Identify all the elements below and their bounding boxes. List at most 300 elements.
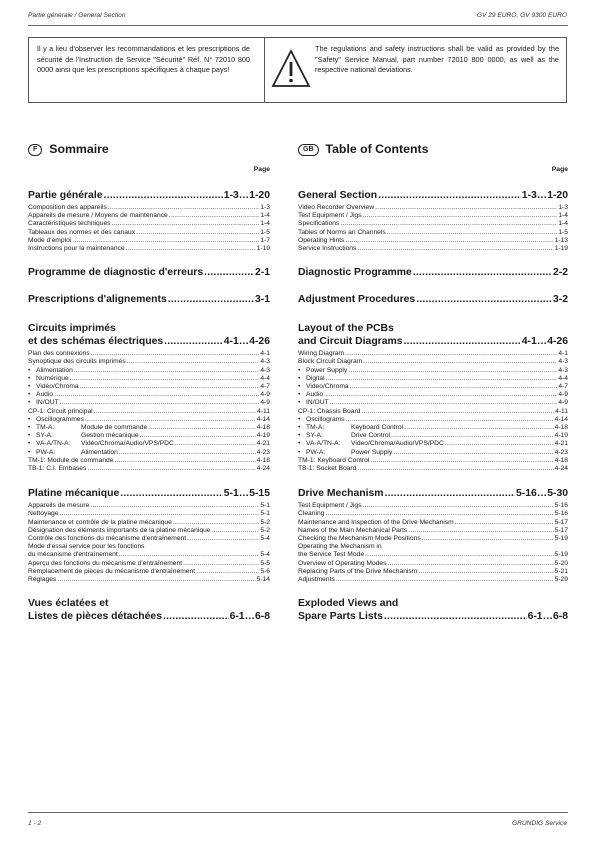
item-title: Numérique (36, 374, 69, 382)
dot-leader (108, 204, 260, 212)
dot-leader (387, 229, 558, 237)
toc-item (298, 383, 568, 391)
section-heading (298, 335, 568, 348)
dot-leader (324, 391, 557, 399)
toc-item (298, 449, 568, 457)
dot-leader (357, 465, 553, 473)
section-page: 2-1 (254, 267, 270, 279)
toc-item (298, 204, 568, 212)
section-heading (28, 189, 270, 202)
toc-item (28, 432, 270, 440)
section-heading (298, 487, 568, 500)
dot-leader (326, 375, 558, 383)
bullet: • (28, 448, 31, 456)
item-title: TB-1: C.I. Embases (28, 465, 87, 473)
toc-item (28, 519, 270, 527)
item-title: Operating the Mechanism in (298, 543, 382, 551)
item-title: TM-1: Keyboard Control (298, 456, 370, 464)
item-page: 5-1 (260, 502, 270, 510)
item-title: TM-1: Module de commande (28, 456, 114, 464)
dot-leader (204, 266, 254, 279)
item-title: Remplacement de pièces du mécanisme d'entraînement (28, 567, 196, 575)
item-page: 1-19 (256, 245, 270, 253)
safety-warning-box (28, 37, 567, 103)
section-title: and Circuit Diagrams (298, 336, 403, 348)
item-title: Power Supply (306, 366, 348, 374)
section-title-line1: Layout of the PCBs (298, 323, 394, 335)
dot-leader (363, 212, 558, 220)
item-page: 4-18 (554, 424, 568, 432)
toc-item (28, 424, 270, 432)
dot-leader (127, 358, 260, 366)
bullet: • (298, 366, 301, 374)
section-gap (298, 253, 568, 266)
item-page: 1-4 (558, 212, 568, 220)
toc-item (28, 568, 270, 576)
toc-item (298, 375, 568, 383)
page-column-label: Page (551, 166, 568, 173)
section-page: 4-1…4-26 (223, 336, 270, 348)
toc-item (28, 229, 270, 237)
section-title: General Section (298, 190, 378, 201)
bullet: • (298, 383, 301, 391)
item-title: Operating Hints (298, 236, 345, 244)
toc-item (28, 560, 270, 568)
item-code: VA-A/TN-A: (306, 440, 341, 448)
dot-leader (418, 568, 553, 576)
toc-item (28, 543, 270, 551)
toc-item (298, 576, 568, 584)
toc-section (298, 597, 568, 623)
toc-item (28, 367, 270, 375)
toc-item (298, 432, 568, 440)
bullet: • (28, 440, 31, 448)
contents-title: Table of Contents (325, 142, 429, 156)
bullet: • (28, 366, 31, 374)
section-page: 6-1…6-8 (527, 611, 568, 623)
item-title: Alimentation (36, 366, 73, 374)
toc-item (298, 220, 568, 228)
dot-leader (346, 416, 554, 424)
item-title: Test Equipment / Jigs (298, 502, 362, 510)
toc-item (28, 449, 270, 457)
bullet: • (298, 391, 301, 399)
item-title: Service Instructions (298, 245, 357, 253)
item-title: Wiring Diagram (298, 350, 345, 358)
toc-item (298, 527, 568, 535)
toc-item (298, 367, 568, 375)
item-title: IN/OUT (36, 399, 59, 407)
item-title: Contrôle des fonctions du mécanisme d'entraînement (28, 535, 187, 543)
toc-item (28, 399, 270, 407)
bullet: • (298, 415, 301, 423)
dot-leader (348, 367, 557, 375)
section-title: Prescriptions d'alignements (28, 294, 167, 306)
item-page: 4-4 (558, 374, 568, 382)
dot-leader (94, 408, 256, 416)
section-page: 5-1…5-15 (223, 488, 270, 500)
section-title: Drive Mechanism (298, 488, 384, 500)
dot-leader (140, 432, 256, 440)
item-title: Names of the Main Mechanical Parts (298, 526, 408, 534)
item-title: Appareils de mesure / Moyens de maintenance (28, 212, 168, 220)
item-page: 5-14 (256, 576, 270, 584)
toc-item (28, 457, 270, 465)
item-title: IN/OUT (306, 399, 329, 407)
section-heading (28, 487, 270, 500)
item-page: 4-9 (260, 399, 270, 407)
item-page: 4-14 (554, 415, 568, 423)
toc-item (298, 237, 568, 245)
toc-item (28, 237, 270, 245)
section-heading (28, 335, 270, 348)
toc-item (298, 510, 568, 518)
item-title: Caractéristiques techniques (28, 220, 111, 228)
item-code: TM-A: (36, 424, 55, 432)
item-title: Power Supply (351, 448, 393, 456)
item-title: Mode d'essai service pour les fonctions (28, 543, 145, 551)
toc-item (28, 535, 270, 543)
toc-item (298, 416, 568, 424)
bullet: • (298, 374, 301, 382)
item-page: 4-21 (554, 440, 568, 448)
dot-leader (336, 576, 554, 584)
section-title: Partie générale (28, 190, 103, 201)
item-page: 4-18 (256, 424, 270, 432)
dot-leader (91, 350, 260, 358)
item-page: 5-4 (260, 535, 270, 543)
item-title: Oscillograms (306, 415, 345, 423)
dot-leader (387, 560, 553, 568)
section-heading (28, 293, 270, 306)
toc-item (298, 457, 568, 465)
toc-item (298, 245, 568, 253)
item-title: Aperçu des fonctions du mécanisme d'entraînement (28, 559, 183, 567)
toc-item (28, 204, 270, 212)
section-page: 3-1 (254, 294, 270, 306)
sommaire-title: Sommaire (49, 142, 109, 156)
toc-item (298, 551, 568, 559)
item-title: Video Recorder Overview (298, 204, 375, 211)
dot-leader (60, 510, 260, 518)
item-page: 5-17 (554, 518, 568, 526)
dot-leader (163, 610, 229, 623)
item-title: Appareils de mesure (28, 502, 90, 510)
section-title-line1: Exploded Views and (298, 598, 399, 610)
dot-leader (357, 245, 553, 253)
item-page: 1-3 (260, 204, 270, 211)
item-title: Adjustments (298, 576, 335, 584)
item-page: 1-5 (558, 228, 568, 236)
toc-item (28, 551, 270, 559)
language-badge-gb: GB (298, 144, 319, 156)
item-title: Alimentation (81, 448, 118, 456)
safety-warning-fr: Il y a lieu d'observer les recommandations et les prescriptions de sécurité de l'Instruction de Service "Sécurité" Réf. N° 72010 800 0000 ainsi que les prescriptions spécifiques à chaque pays! (37, 44, 250, 74)
item-code: SY-A: (306, 432, 323, 440)
item-title: Oscillogrammes (36, 415, 84, 423)
section-title: Spare Parts Lists (298, 611, 383, 623)
item-page: 4-19 (554, 432, 568, 440)
item-page: 4-3 (260, 366, 270, 374)
toc-item (298, 212, 568, 220)
dot-leader (350, 383, 558, 391)
dot-leader (72, 237, 259, 245)
item-page: 5-1 (260, 510, 270, 518)
section-heading (298, 610, 568, 623)
toc-item (298, 440, 568, 448)
toc-item (28, 408, 270, 416)
item-code: PW-A: (306, 448, 326, 456)
item-title: Synoptique des circuits imprimés (28, 358, 126, 366)
footer-rule (28, 812, 568, 813)
toc-section (298, 189, 568, 266)
item-page: 4-19 (256, 432, 270, 440)
item-title: Tableaux des normes et des canaux (28, 228, 136, 236)
section-gap (28, 473, 270, 487)
bullet: • (28, 424, 31, 432)
item-page: 1-4 (260, 220, 270, 228)
toc-item (28, 375, 270, 383)
dot-leader (80, 383, 260, 391)
item-page: 5-19 (554, 551, 568, 559)
dot-leader (136, 229, 259, 237)
item-code: PW-A: (36, 448, 56, 456)
section-gap (298, 306, 568, 322)
toc-section (28, 322, 270, 487)
item-title: Module de commande (81, 424, 148, 432)
dot-leader (148, 424, 255, 432)
safety-warning-en: The regulations and safety instructions shall be valid as provided by the "Safety" Service Manual, part number 72010 800 0000, as well as the respective national deviations. (315, 44, 559, 74)
item-page: 4-21 (256, 440, 270, 448)
toc-item (298, 535, 568, 543)
item-page: 4-7 (558, 383, 568, 391)
item-page: 5-4 (260, 551, 270, 559)
item-page: 4-18 (554, 456, 568, 464)
item-title: Block Circuit Diagram (298, 358, 363, 366)
dot-leader (60, 399, 260, 407)
item-page: 1-4 (558, 220, 568, 228)
item-title: the Service Test Mode (298, 551, 365, 559)
header-right: GV 29 EURO, GV 9300 EURO (476, 12, 567, 19)
section-page: 5-16…5-30 (516, 488, 568, 500)
toc-item (298, 543, 568, 551)
item-page: 5-20 (554, 559, 568, 567)
item-title: CP-1: Circuit principal (28, 407, 93, 415)
dot-leader (175, 440, 256, 448)
dot-leader (340, 220, 557, 228)
section-title: Listes de pièces détachées (28, 611, 162, 623)
toc-section (298, 322, 568, 487)
bullet: • (28, 399, 31, 407)
item-title: Video/Chroma/Audio/VPS/PDC (351, 440, 444, 448)
item-page: 5-29 (554, 576, 568, 584)
item-title: Audio (306, 391, 324, 399)
toc-section (28, 487, 270, 597)
item-title: Tables of Norms an Channels (298, 228, 386, 236)
item-title: Replacing Parts of the Drive Mechanism (298, 567, 418, 575)
item-page: 4-3 (558, 358, 568, 366)
item-page: 4-23 (256, 448, 270, 456)
section-title: et des schémas électriques (28, 336, 164, 348)
dot-leader (112, 220, 260, 228)
bullet: • (28, 383, 31, 391)
dot-leader (57, 576, 255, 584)
dot-leader (408, 527, 553, 535)
section-page: 3-2 (552, 294, 568, 306)
item-title: Plan des connexions (28, 350, 90, 358)
dot-leader (330, 399, 558, 407)
item-page: 4-24 (554, 465, 568, 473)
section-page: 6-1…6-8 (229, 611, 270, 623)
dot-leader (363, 502, 554, 510)
section-heading (298, 189, 568, 202)
toc-section (28, 597, 270, 623)
item-title: Réglages (28, 576, 57, 584)
item-page: 5-2 (260, 526, 270, 534)
toc-item (28, 391, 270, 399)
item-title: Mode d'emploi (28, 236, 72, 244)
toc-item (298, 465, 568, 473)
toc-item (298, 408, 568, 416)
section-gap (28, 253, 270, 266)
section-page: 2-2 (552, 267, 568, 279)
toc-item (298, 391, 568, 399)
item-page: 5-19 (554, 535, 568, 543)
item-code: TM-A: (306, 424, 325, 432)
dot-leader (164, 335, 223, 348)
item-page: 5-16 (554, 502, 568, 510)
item-page: 4-9 (558, 399, 568, 407)
section-title-line1: Vues éclatées et (28, 598, 109, 610)
bullet: • (298, 399, 301, 407)
toc-item (298, 502, 568, 510)
item-page: 4-9 (260, 391, 270, 399)
item-page: 4-11 (257, 407, 270, 415)
header-rule (28, 25, 568, 26)
section-gap (28, 279, 270, 293)
section-heading (298, 293, 568, 306)
toc-section (28, 266, 270, 293)
footer-brand: GRUNDIG Service (512, 820, 567, 827)
bullet: • (28, 391, 31, 399)
dot-leader (119, 449, 256, 457)
section-title: Diagnostic Programme (298, 267, 412, 279)
item-title: CP-1: Chassis Board (298, 407, 361, 415)
section-gap (298, 584, 568, 597)
dot-leader (119, 551, 260, 559)
item-title: du mécanisme d'entraînement (28, 551, 118, 559)
toc-section (28, 189, 270, 266)
dot-leader (404, 424, 554, 432)
item-page: 1-3 (558, 204, 568, 211)
item-page: 1-13 (554, 236, 568, 244)
item-page: 5-6 (260, 567, 270, 575)
dot-leader (325, 510, 553, 518)
section-title: Platine mécanique (28, 488, 120, 500)
toc-item (298, 350, 568, 358)
item-page: 4-1 (558, 350, 568, 358)
dot-leader (404, 335, 521, 348)
item-title: Overview of Operating Modes (298, 559, 387, 567)
warning-divider (264, 38, 265, 102)
toc-item (28, 212, 270, 220)
item-page: 5-16 (554, 510, 568, 518)
dot-leader (384, 487, 515, 500)
dot-leader (345, 237, 553, 245)
item-title: Checking the Mechanism Mode Positions (298, 535, 421, 543)
dot-leader (90, 502, 259, 510)
section-title-line1: Circuits imprimés (28, 323, 116, 335)
bullet: • (28, 374, 31, 382)
dot-leader (413, 266, 552, 279)
dot-leader (85, 416, 256, 424)
bullet: • (298, 424, 301, 432)
dot-leader (87, 465, 255, 473)
dot-leader (391, 432, 554, 440)
item-title: Drive Control (351, 432, 391, 440)
section-heading (28, 266, 270, 279)
dot-leader (54, 391, 259, 399)
toc-item (28, 510, 270, 518)
toc-item (28, 576, 270, 584)
bullet: • (298, 432, 301, 440)
dot-leader (416, 293, 552, 306)
item-title: Maintenance et contrôle de la platine mécanique (28, 518, 172, 526)
dot-leader (173, 519, 259, 527)
column-title (28, 142, 270, 160)
toc-item (28, 416, 270, 424)
section-heading (298, 266, 568, 279)
dot-leader (365, 551, 554, 559)
dot-leader (168, 293, 254, 306)
item-title: Maintenance and Inspection of the Drive Mechanism (298, 518, 454, 526)
section-page: 4-1…4-26 (521, 336, 568, 348)
item-page: 4-23 (554, 448, 568, 456)
item-page: 4-7 (260, 383, 270, 391)
item-page: 4-14 (256, 415, 270, 423)
dot-leader (196, 568, 259, 576)
dot-leader (115, 457, 256, 465)
dot-leader (345, 350, 557, 358)
item-page: 4-3 (558, 366, 568, 374)
item-code: VA-A/TN-A: (36, 440, 71, 448)
dot-leader (70, 375, 260, 383)
toc-item (298, 358, 568, 366)
dot-leader (126, 245, 256, 253)
item-page: 4-4 (260, 374, 270, 382)
section-heading (28, 610, 270, 623)
dot-leader (370, 457, 553, 465)
item-page: 1-5 (260, 228, 270, 236)
dot-leader (212, 527, 260, 535)
toc-section (28, 293, 270, 322)
column-title (298, 142, 568, 160)
toc-item (28, 527, 270, 535)
item-title: Specifications (298, 220, 340, 228)
toc-item (298, 424, 568, 432)
toc-item (28, 440, 270, 448)
item-page: 5-5 (260, 559, 270, 567)
language-badge-f: F (28, 144, 42, 156)
dot-leader (183, 560, 259, 568)
item-title: Instructions pour la maintenance (28, 245, 125, 253)
item-page: 5-17 (554, 526, 568, 534)
item-page: 4-24 (256, 465, 270, 473)
item-title: Audio (36, 391, 54, 399)
item-title: Vidéo/Chroma (36, 383, 79, 391)
section-title: Programme de diagnostic d'erreurs (28, 267, 204, 279)
bullet: • (28, 432, 31, 440)
